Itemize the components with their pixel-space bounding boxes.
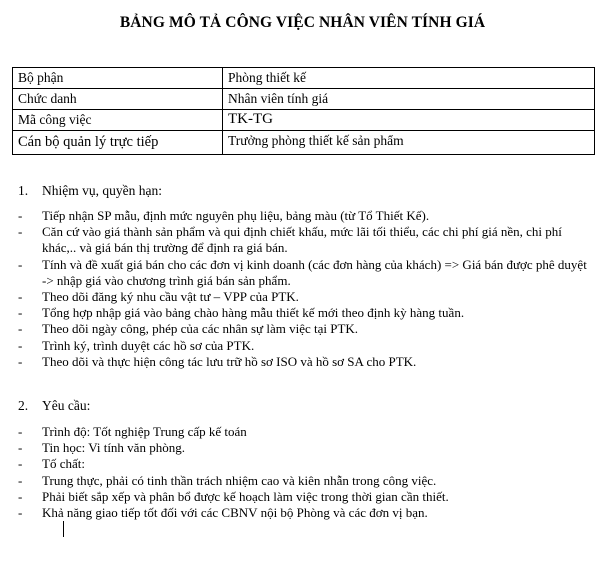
duties-list — [18, 208, 590, 370]
bullet-dash: - — [18, 456, 23, 472]
bullet-dash: - — [18, 424, 23, 439]
bullet-dash: - — [18, 224, 23, 240]
list-item: - Theo dõi và thực hiện công tác lưu trữ hồ sơ ISO và hồ sơ SA cho PTK. — [18, 353, 417, 369]
table-row — [13, 110, 595, 131]
list-item: - Phải biết sắp xếp và phân bổ được kế hoạch làm việc trong thời gian cần thiết. — [18, 488, 449, 504]
department-value: Phòng thiết kế — [223, 68, 595, 89]
list-item: - Khả năng giao tiếp tốt đối với các CBNV nội bộ Phòng và các đơn vị bạn. — [18, 505, 428, 521]
bullet-dash: - — [18, 208, 23, 223]
section-2-heading — [18, 398, 90, 414]
bullet-dash: - — [18, 337, 23, 353]
bullet-dash: - — [18, 440, 23, 456]
bullet-dash: - — [18, 289, 23, 305]
list-item: - Tin học: Vi tính văn phòng. — [18, 440, 185, 456]
list-item: - Tiếp nhận SP mẫu, định mức nguyên phụ liệu, bảng màu (từ Tổ Thiết Kế). — [18, 208, 430, 223]
document-title: BẢNG MÔ TẢ CÔNG VIỆC NHÂN VIÊN TÍNH GIÁ — [119, 14, 486, 31]
list-item: - Theo dõi đăng ký nhu cầu vật tư – VPP của PTK. — [18, 289, 299, 305]
job-title-value: Nhân viên tính giá — [223, 89, 595, 110]
bullet-dash: - — [18, 472, 23, 488]
list-item: - Theo dõi ngày công, phép của các nhân sự làm việc tại PTK. — [18, 321, 359, 337]
job-info-table — [12, 67, 595, 155]
department-label: Bộ phận — [13, 68, 223, 89]
bullet-dash: - — [18, 305, 23, 321]
table-row — [13, 89, 595, 110]
bullet-dash: - — [18, 505, 23, 521]
section-title: Nhiệm vụ, quyền hạn: — [42, 183, 162, 198]
manager-label: Cán bộ quản lý trực tiếp — [13, 131, 223, 155]
section-number: 1. — [18, 183, 29, 198]
job-title-label: Chức danh — [13, 89, 223, 110]
bullet-dash: - — [18, 321, 23, 337]
section-1-heading — [18, 183, 162, 199]
list-item: - Tổng hợp nhập giá vào bảng chào hàng mẫu thiết kế mới theo định kỳ hàng tuần. — [18, 305, 465, 321]
table-row — [13, 131, 595, 155]
list-item: - Trình ký, trình duyệt các hồ sơ của PTK. — [18, 337, 255, 353]
table-row — [13, 68, 595, 89]
section-title: Yêu cầu: — [42, 398, 91, 413]
job-code-label: Mã công việc — [13, 110, 223, 131]
list-item: - Trung thực, phải có tinh thần trách nhiệm cao và kiên nhẫn trong công việc. — [18, 472, 437, 488]
bullet-dash: - — [18, 256, 23, 272]
list-item: - Trình độ: Tốt nghiệp Trung cấp kế toán — [18, 424, 247, 439]
list-item: - Tính và đề xuất giá bán cho các đơn vị kinh doanh (các đơn hàng của khách) => Giá bán được phê duyệt -> nhập giá vào chương trình giá bán sản phẩm. — [18, 256, 587, 288]
section-number: 2. — [18, 398, 29, 413]
bullet-dash: - — [18, 353, 23, 369]
job-code-value: TK-TG — [223, 110, 595, 131]
requirements-list — [18, 424, 590, 521]
manager-value: Trưởng phòng thiết kế sản phẩm — [223, 131, 595, 155]
bullet-dash: - — [18, 488, 23, 504]
list-item: - Căn cứ vào giá thành sản phẩm và qui định chiết khấu, mức lãi tối thiểu, các chi phí giá nền, chi phí khác,.. và giá bán thị trường để định ra giá bán. — [18, 224, 562, 256]
text-cursor[interactable] — [63, 521, 64, 537]
list-item: - Tố chất: — [18, 456, 85, 472]
